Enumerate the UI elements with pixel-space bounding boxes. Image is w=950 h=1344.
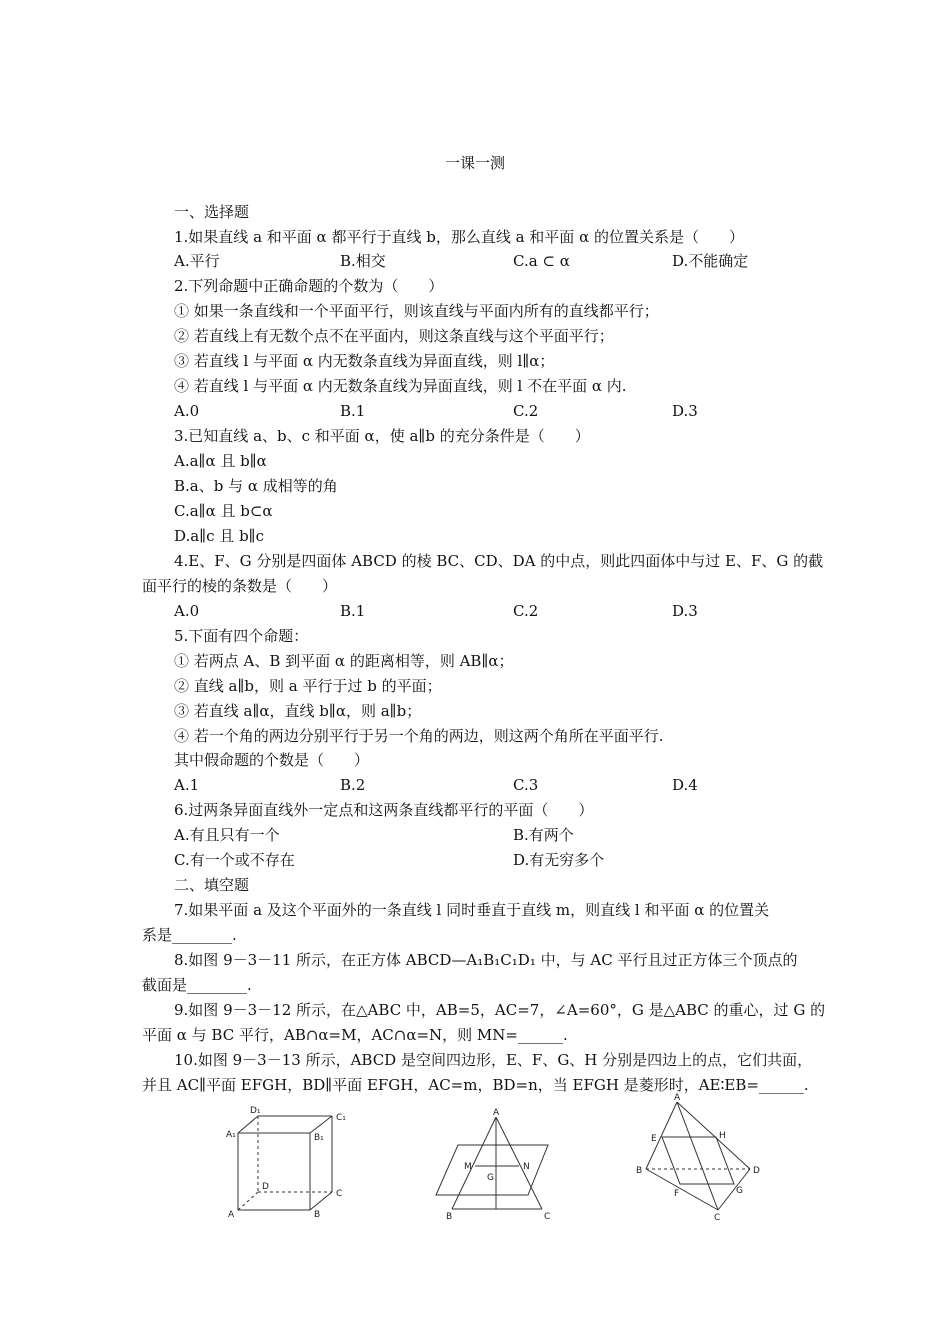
- fig3-label: E: [651, 1134, 657, 1144]
- page-title: 一课一测: [444, 154, 505, 172]
- fig1-label: C: [336, 1189, 343, 1199]
- fig1-label: A: [228, 1210, 235, 1220]
- q5-option-a: A.1: [174, 776, 200, 794]
- question-8-line2: 截面是________.: [142, 976, 252, 994]
- q4-option-b: B.1: [340, 602, 366, 620]
- fig3-label: C: [714, 1213, 721, 1222]
- fig1-label: D₁: [250, 1106, 261, 1116]
- q5-item: ④ 若一个角的两边分别平行于另一个角的两边，则这两个角所在平面平行.: [174, 727, 664, 745]
- q6-option-c: C.有一个或不存在: [174, 851, 295, 869]
- question-4-stem: 4.E、F、G 分别是四面体 ABCD 的棱 BC、CD、DA 的中点，则此四面体中与过 E、F、G 的截: [174, 552, 824, 570]
- q4-option-c: C.2: [513, 602, 539, 620]
- fig2-label: C: [544, 1212, 551, 1222]
- question-1-stem: 1.如果直线 a 和平面 α 都平行于直线 b，那么直线 a 和平面 α 的位置关系是（ ）: [174, 228, 744, 246]
- q3-option-d: D.a∥c 且 b∥c: [174, 527, 265, 545]
- q6-option-b: B.有两个: [513, 826, 574, 844]
- fig1-label: C₁: [336, 1113, 346, 1123]
- fig3-label: A: [674, 1093, 681, 1103]
- q2-option-c: C.2: [513, 402, 539, 420]
- q2-option-a: A.0: [174, 402, 200, 420]
- q1-option-b: B.相交: [340, 252, 386, 270]
- q1-option-d: D.不能确定: [672, 252, 749, 270]
- question-3-stem: 3.已知直线 a、b、c 和平面 α，使 a∥b 的充分条件是（ ）: [174, 427, 590, 445]
- fig2-label: M: [464, 1162, 472, 1172]
- q6-option-d: D.有无穷多个: [513, 851, 605, 869]
- question-6-stem: 6.过两条异面直线外一定点和这两条直线都平行的平面（ ）: [174, 801, 594, 819]
- fig1-label: D: [262, 1182, 269, 1192]
- q5-option-c: C.3: [513, 776, 539, 794]
- q6-option-a: A.有且只有一个: [174, 826, 280, 844]
- q5-item: ③ 若直线 a∥α，直线 b∥α，则 a∥b；: [174, 702, 422, 720]
- q1-option-c: C.a ⊂ α: [513, 252, 570, 270]
- q2-item: ③ 若直线 l 与平面 α 内无数条直线为异面直线，则 l∥α；: [174, 352, 555, 370]
- q2-item: ④ 若直线 l 与平面 α 内无数条直线为异面直线，则 l 不在平面 α 内.: [174, 377, 627, 395]
- question-10-line2: 并且 AC∥平面 EFGH，BD∥平面 EFGH，AC=m，BD=n，当 EFGH 是菱形时，AE∶EB=______.: [142, 1076, 809, 1094]
- q3-option-a: A.a∥α 且 b∥α: [174, 452, 267, 470]
- q5-item: ① 若两点 A、B 到平面 α 的距离相等，则 AB∥α；: [174, 652, 514, 670]
- fig1-label: B: [314, 1210, 321, 1220]
- fig3-label: D: [753, 1166, 760, 1176]
- figure-cube: [220, 1100, 360, 1224]
- fig3-label: B: [636, 1166, 643, 1176]
- question-7-line2: 系是________.: [142, 926, 237, 944]
- question-9-line2: 平面 α 与 BC 平行，AB∩α=M，AC∩α=N，则 MN=______.: [142, 1026, 568, 1044]
- fig3-label: H: [719, 1131, 726, 1141]
- q2-item: ② 若直线上有无数个点不在平面内，则这条直线与这个平面平行；: [174, 327, 614, 345]
- fig2-label: B: [446, 1212, 453, 1222]
- question-10-line1: 10.如图 9－3－13 所示，ABCD 是空间四边形，E、F、G、H 分别是四边上的点，它们共面，: [174, 1051, 813, 1069]
- fig2-label: N: [523, 1162, 530, 1172]
- question-8-line1: 8.如图 9－3－11 所示，在正方体 ABCD—A₁B₁C₁D₁ 中，与 AC 平行且过正方体三个顶点的: [174, 951, 798, 969]
- figure-tetrahedron: [630, 1092, 770, 1222]
- q4-option-d: D.3: [672, 602, 698, 620]
- figure-triangle-plane: [430, 1105, 560, 1223]
- fig1-label: A₁: [226, 1130, 236, 1140]
- fig1-label: B₁: [314, 1133, 324, 1143]
- q3-option-b: B.a、b 与 α 成相等的角: [174, 477, 338, 495]
- question-9-line1: 9.如图 9－3－12 所示，在△ABC 中，AB=5，AC=7，∠A=60°，G 是△ABC 的重心，过 G 的: [174, 1001, 826, 1019]
- q2-option-b: B.1: [340, 402, 366, 420]
- q5-option-b: B.2: [340, 776, 366, 794]
- q5-ask: 其中假命题的个数是（ ）: [174, 751, 370, 769]
- section-heading-fill: 二、填空题: [174, 876, 250, 894]
- question-7-line1: 7.如果平面 a 及这个平面外的一条直线 l 同时垂直于直线 m，则直线 l 和平面 α 的位置关: [174, 901, 770, 919]
- q2-option-d: D.3: [672, 402, 698, 420]
- fig3-label: G: [736, 1186, 743, 1196]
- fig2-label: A: [493, 1108, 500, 1118]
- q4-option-a: A.0: [174, 602, 200, 620]
- question-4-stem-cont: 面平行的棱的条数是（ ）: [142, 577, 338, 595]
- fig2-label: G: [487, 1173, 494, 1183]
- q1-option-a: A.平行: [174, 252, 220, 270]
- question-5-stem: 5.下面有四个命题：: [174, 627, 309, 645]
- q5-item: ② 直线 a∥b，则 a 平行于过 b 的平面；: [174, 677, 442, 695]
- fig3-label: F: [674, 1189, 680, 1199]
- section-heading-choice: 一、选择题: [174, 203, 250, 221]
- q5-option-d: D.4: [672, 776, 698, 794]
- q2-item: ① 如果一条直线和一个平面平行，则该直线与平面内所有的直线都平行；: [174, 302, 659, 320]
- question-2-stem: 2.下列命题中正确命题的个数为（ ）: [174, 277, 444, 295]
- q3-option-c: C.a∥α 且 b⊂α: [174, 502, 273, 520]
